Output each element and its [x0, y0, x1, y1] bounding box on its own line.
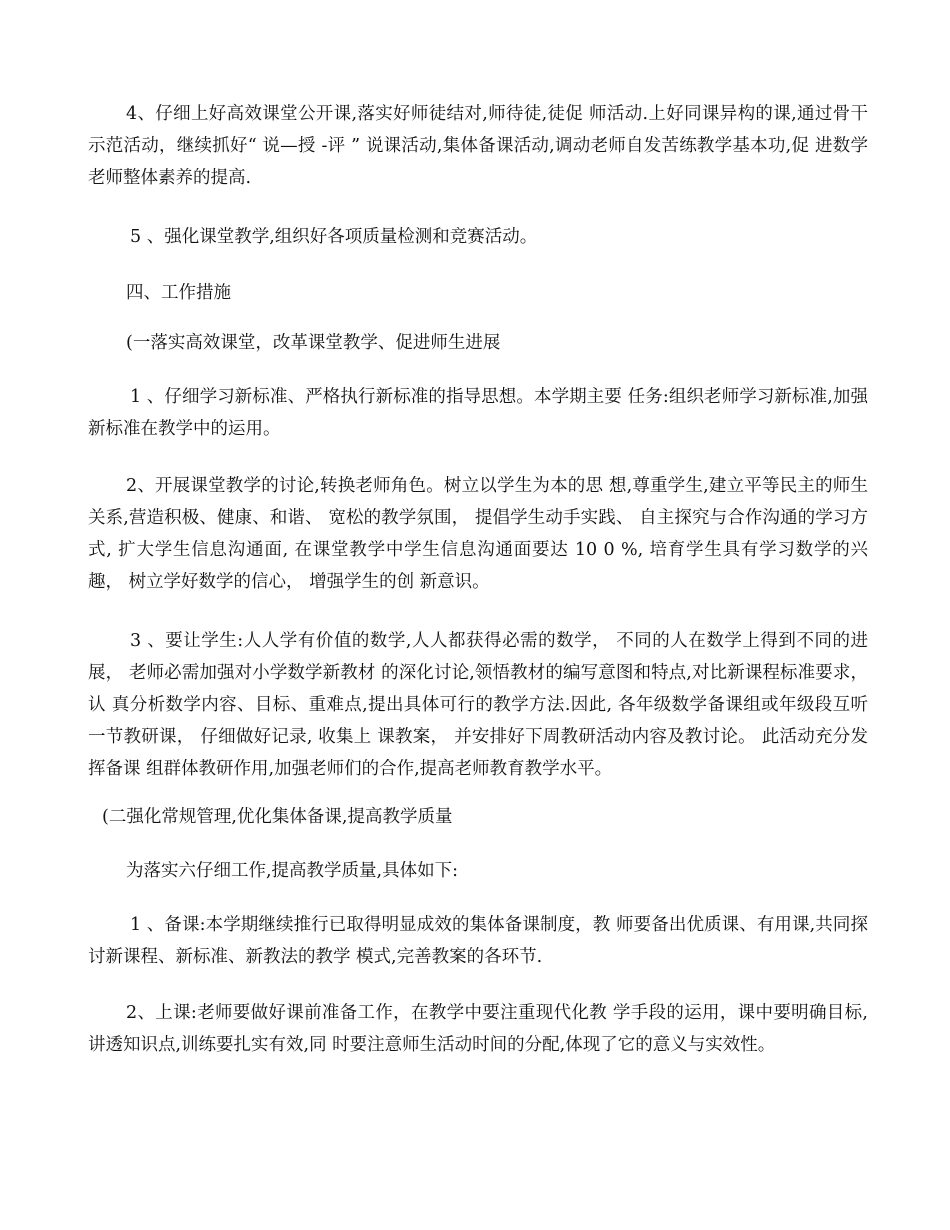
section-heading-measures: 四、工作措施 — [126, 283, 231, 303]
subsection-heading-1: (一落实高效课堂，改革课堂教学、促进师生进展 — [126, 333, 501, 353]
paragraph-measure-1: 1 、仔细学习新标准、严格执行新标准的指导思想。本学期主要 任务:组织老师学习新标准,加强新标准在教学中的运用。 — [88, 387, 868, 439]
paragraph-item-4: 4、仔细上好高效课堂公开课,落实好师徒结对,师待徒,徒促 师活动.上好同课异构的课,通过骨干示范活动，继续抓好“ 说—授 -评 ” 说课活动,集体备课活动,调动老师自发苦练教学基本功,促 进数学老师整体素养的提高. — [88, 104, 868, 188]
paragraph-intro-six: 为落实六仔细工作,提高教学质量,具体如下: — [126, 861, 459, 881]
paragraph-item-5: 5 、强化课堂教学,组织好各项质量检测和竞赛活动。 — [130, 227, 538, 247]
paragraph-lesson-prep: 1 、备课:本学期继续推行已取得明显成效的集体备课制度，教 师要备出优质课、有用课,共同探讨新课程、新标准、新教法的教学 模式,完善教案的各环节. — [88, 915, 868, 967]
paragraph-teaching: 2、上课:老师要做好课前准备工作，在教学中要注重现代化教 学手段的运用，课中要明确目标,讲透知识点,训练要扎实有效,同 时要注意师生活动时间的分配,体现了它的意义与实效性。 — [88, 1003, 868, 1055]
paragraph-measure-2: 2、开展课堂教学的讨论,转换老师角色。树立以学生为本的思 想,尊重学生,建立平等民主的师生关系,营造积极、健康、和谐、 宽松的教学氛围， 提倡学生动手实践、 自主探究与合作沟通的学习方 式, 扩大学生信息沟通面, 在课堂教学中学生信息沟通面要达 10 0 %, 培育学生具有学习数学的兴趣， 树立学好数学的信心， 增强学生的创 新意识。 — [88, 476, 868, 592]
subsection-heading-2: (二强化常规管理,优化集体备课,提高教学质量 — [102, 807, 453, 827]
paragraph-measure-3: 3 、要让学生:人人学有价值的数学,人人都获得必需的数学， 不同的人在数学上得到不同的进展， 老师必需加强对小学数学新教材 的深化讨论,领悟教材的编写意图和特点,对比新课程标准要求，认 真分析数学内容、目标、重难点,提出具体可行的教学方法.因此, 各年级数学备课组或年级段互听一节教研课， 仔细做好记录, 收集上 课教案， 并安排好下周教研活动内容及教讨论。 此活动充分发挥备课 组群体教研作用,加强老师们的合作,提高老师教育教学水平。 — [88, 631, 868, 779]
